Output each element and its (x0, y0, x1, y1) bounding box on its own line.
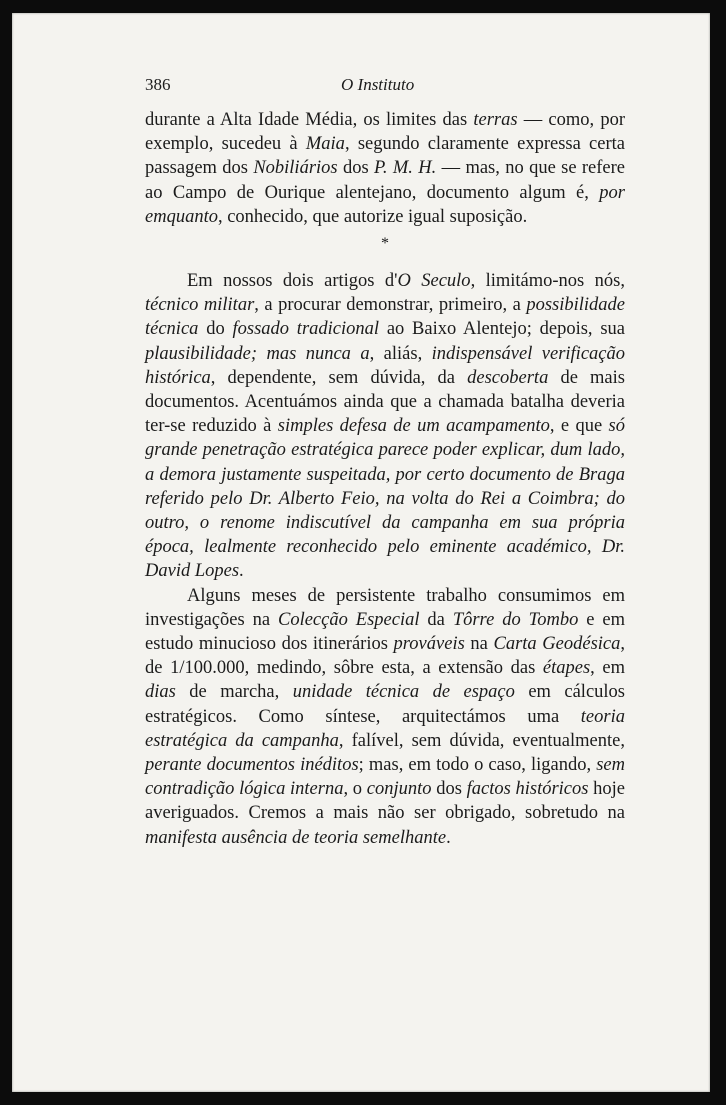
page-number: 386 (145, 75, 171, 94)
paragraph-2: Em nossos dois artigos d'O Seculo, limitámo-nos nós, técnico militar, a procurar demonstrar, primeiro, a possibilidade técnica do fossado tradicional ao Baixo Alentejo; depois, sua plausibilidade; mas nunca a, aliás, indispensável verificação histórica, dependente, sem dúvida, da descoberta de mais documentos. Acentuámos ainda que a chamada batalha deveria ter-se reduzido à simples defesa de um acampamento, e que só grande penetração estratégica parece poder explicar, dum lado, a demora justamente suspeitada, por certo documento de Braga referido pelo Dr. Alberto Feio, na volta do Rei a Coimbra; do outro, o renome indiscutível da campanha em sua própria época, lealmente reconhecido pelo eminente académico, Dr. David Lopes. (145, 271, 625, 582)
document-page (12, 13, 710, 1092)
paragraph-3: Alguns meses de persistente trabalho consumimos em investigações na Colecção Especial da Tôrre do Tombo e em estudo minucioso dos itinerários prováveis na Carta Geodésica, de 1/100.000, medindo, sôbre esta, a extensão das étapes, em dias de marcha, unidade técnica de espaço em cálculos estratégicos. Como síntese, arquitectámos uma teoria estratégica da campanha, falível, sem dúvida, eventualmente, perante documentos inéditos; mas, em todo o caso, ligando, sem contradição lógica interna, o conjunto dos factos históricos hoje averiguados. Cremos a mais não ser obrigado, sobretudo na manifesta ausência de teoria semelhante. (145, 585, 626, 848)
paragraph-1: durante a Alta Idade Média, os limites das terras — como, por exemplo, sucedeu à Maia, segundo claramente expressa certa passagem dos Nobiliários dos P. M. H. — mas, no que se refere ao Campo de Ourique alentejano, documento algum é, por emquanto, conhecido, que autorize igual suposição. (145, 110, 625, 227)
body-text (145, 108, 625, 850)
section-separator: * (381, 235, 389, 253)
running-title: O Instituto (341, 75, 415, 94)
page-header (145, 75, 597, 99)
